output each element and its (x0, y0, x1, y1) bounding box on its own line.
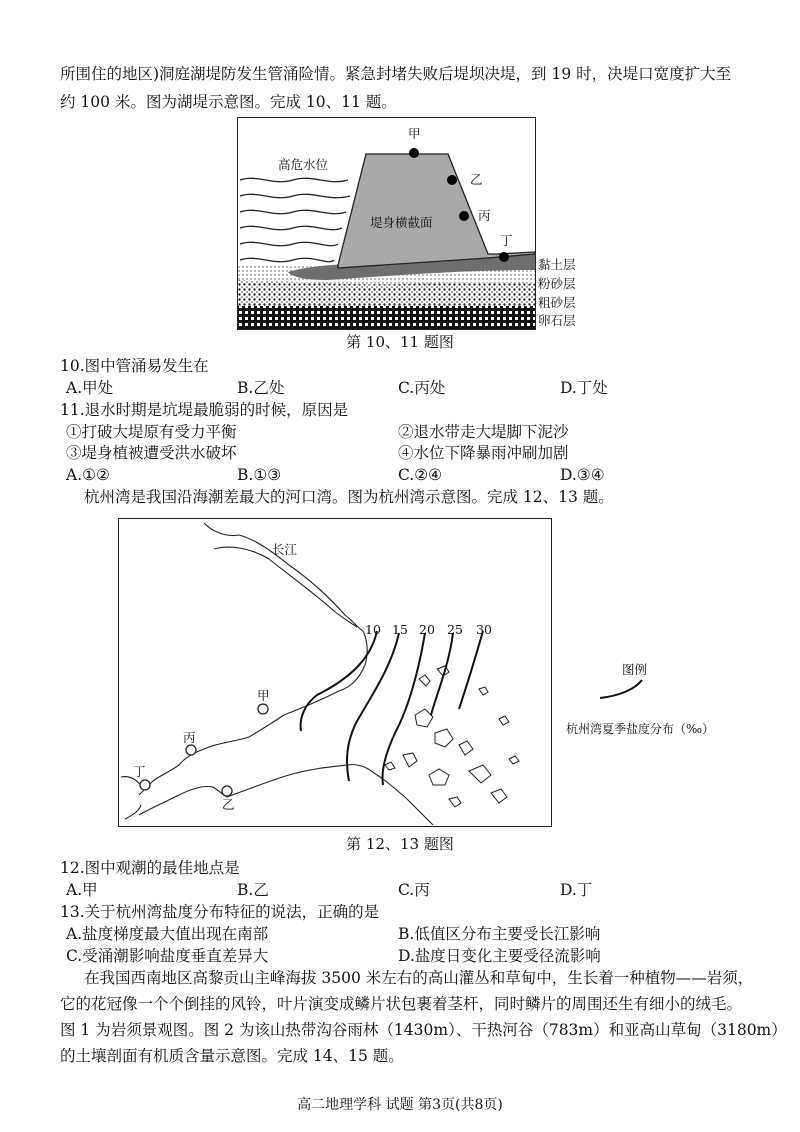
fig1-caption: 第 10、11 题图 (346, 333, 454, 351)
fig2-caption: 第 12、13 题图 (346, 835, 454, 853)
q13-option-a: A.盐度梯度最大值出现在南部 (66, 925, 269, 943)
river-label: 长江 (272, 542, 298, 557)
layer-clay: 黏土层 (538, 257, 576, 272)
layer-pebble: 卵石层 (538, 313, 576, 328)
water-level-label: 高危水位 (278, 157, 329, 172)
levee-body (338, 154, 535, 268)
bay-label-jia: 甲 (257, 688, 270, 703)
legend-line-sample (598, 678, 648, 702)
q13-stem: 13.关于杭州湾盐度分布特征的说法，正确的是 (60, 903, 380, 921)
q13-option-b: B.低值区分布主要受长江影响 (398, 925, 601, 943)
levee-body-label: 堤身横截面 (370, 215, 433, 230)
q11-option-c: C.②④ (398, 466, 443, 484)
pebble-layer (238, 304, 535, 329)
q11-option-b: B.①③ (237, 466, 282, 484)
intro-hangzhou: 杭州湾是我国沿海潮差最大的河口湾。图为杭州湾示意图。完成 12、13 题。 (84, 488, 614, 506)
intro3-line-3: 图 1 为岩须景观图。图 2 为该山热带沟谷雨林（1430m）、干热河谷（783m）和亚高山草甸（3180m） (60, 1021, 787, 1039)
q10-option-d: D.丁处 (560, 379, 608, 397)
q12-option-b: B.乙 (237, 881, 269, 899)
point-jia (409, 148, 419, 158)
water-waves (240, 178, 350, 261)
isoline-15 (347, 633, 399, 781)
intro-line-1: 所围住的地区)洞庭湖堤防发生管涌险情。紧急封堵失败后堤坝决堤，到 19 时，决堤口宽度扩大至 (60, 65, 732, 83)
intro-line-2: 约 100 米。图为湖堤示意图。完成 10、11 题。 (60, 93, 397, 111)
hangzhou-bay-figure (118, 518, 552, 827)
q10-stem: 10.图中管涌易发生在 (60, 357, 209, 375)
label-jia: 甲 (408, 126, 421, 141)
q10-option-b: B.乙处 (237, 379, 285, 397)
label-ding: 丁 (500, 233, 513, 248)
legend-title: 图例 (622, 662, 648, 677)
isoline-label-25: 25 (447, 622, 463, 637)
q11-statement-1: ①打破大堤原有受力平衡 (66, 423, 237, 441)
point-ding (499, 252, 509, 262)
bay-label-bing: 丙 (183, 730, 196, 745)
salinity-isolines (301, 631, 483, 785)
isoline-20 (383, 633, 426, 785)
bay-point-jia (258, 704, 268, 714)
legend-text: 杭州湾夏季盐度分布（‰） (566, 722, 715, 736)
coastline (121, 523, 433, 825)
q10-option-c: C.丙处 (398, 379, 446, 397)
bay-point-ding (140, 780, 150, 790)
point-yi (447, 175, 457, 185)
observation-points (140, 704, 268, 796)
isoline-label-15: 15 (392, 622, 408, 637)
isoline-30 (459, 631, 483, 709)
isoline-label-20: 20 (419, 622, 435, 637)
isoline-label-30: 30 (476, 622, 492, 637)
intro3-line-1: 在我国西南地区高黎贡山主峰海拔 3500 米左右的高山灌丛和草甸中，生长着一种植物——岩须， (84, 969, 754, 987)
q12-option-a: A.甲 (66, 881, 98, 899)
bay-point-bing (186, 745, 196, 755)
q11-statement-3: ③堤身植被遭受洪水破坏 (66, 444, 237, 462)
point-bing (459, 211, 469, 221)
bay-label-ding: 丁 (133, 764, 146, 779)
hangzhou-bay-map (119, 519, 551, 826)
q11-option-a: A.①② (66, 466, 110, 484)
layer-silt: 粉砂层 (538, 276, 576, 291)
page-footer: 高二地理学科 试题 第3页(共8页) (297, 1097, 503, 1113)
intro3-line-4: 的土壤剖面有机质含量示意图。完成 14、15 题。 (60, 1047, 404, 1065)
q12-option-c: C.丙 (398, 881, 430, 899)
label-yi: 乙 (470, 172, 483, 187)
bay-label-yi: 乙 (222, 797, 235, 812)
levee-figure (237, 117, 536, 330)
q12-stem: 12.图中观潮的最佳地点是 (60, 859, 240, 877)
q10-option-a: A.甲处 (66, 379, 114, 397)
islands (385, 666, 519, 807)
q12-option-d: D.丁 (560, 881, 593, 899)
q11-stem: 11.退水时期是坑堤最脆弱的时候，原因是 (60, 401, 349, 419)
q13-option-d: D.盐度日变化主要受径流影响 (398, 947, 601, 965)
intro3-line-2: 它的花冠像一个个倒挂的风铃，叶片演变成鳞片状包裹着茎杆，同时鳞片的周围还生有细小的绒毛。 (60, 995, 743, 1013)
q11-option-d: D.③④ (560, 466, 605, 484)
isoline-10 (301, 631, 377, 731)
q11-statement-4: ④水位下降暴雨冲刷加剧 (398, 444, 569, 462)
isoline-label-10: 10 (365, 622, 381, 637)
layer-coarse-sand: 粗砂层 (538, 295, 576, 310)
label-bing: 丙 (478, 208, 491, 223)
q11-statement-2: ②退水带走大堤脚下泥沙 (398, 423, 569, 441)
bay-point-yi (222, 786, 232, 796)
q13-option-c: C.受涌潮影响盐度垂直差异大 (66, 947, 269, 965)
